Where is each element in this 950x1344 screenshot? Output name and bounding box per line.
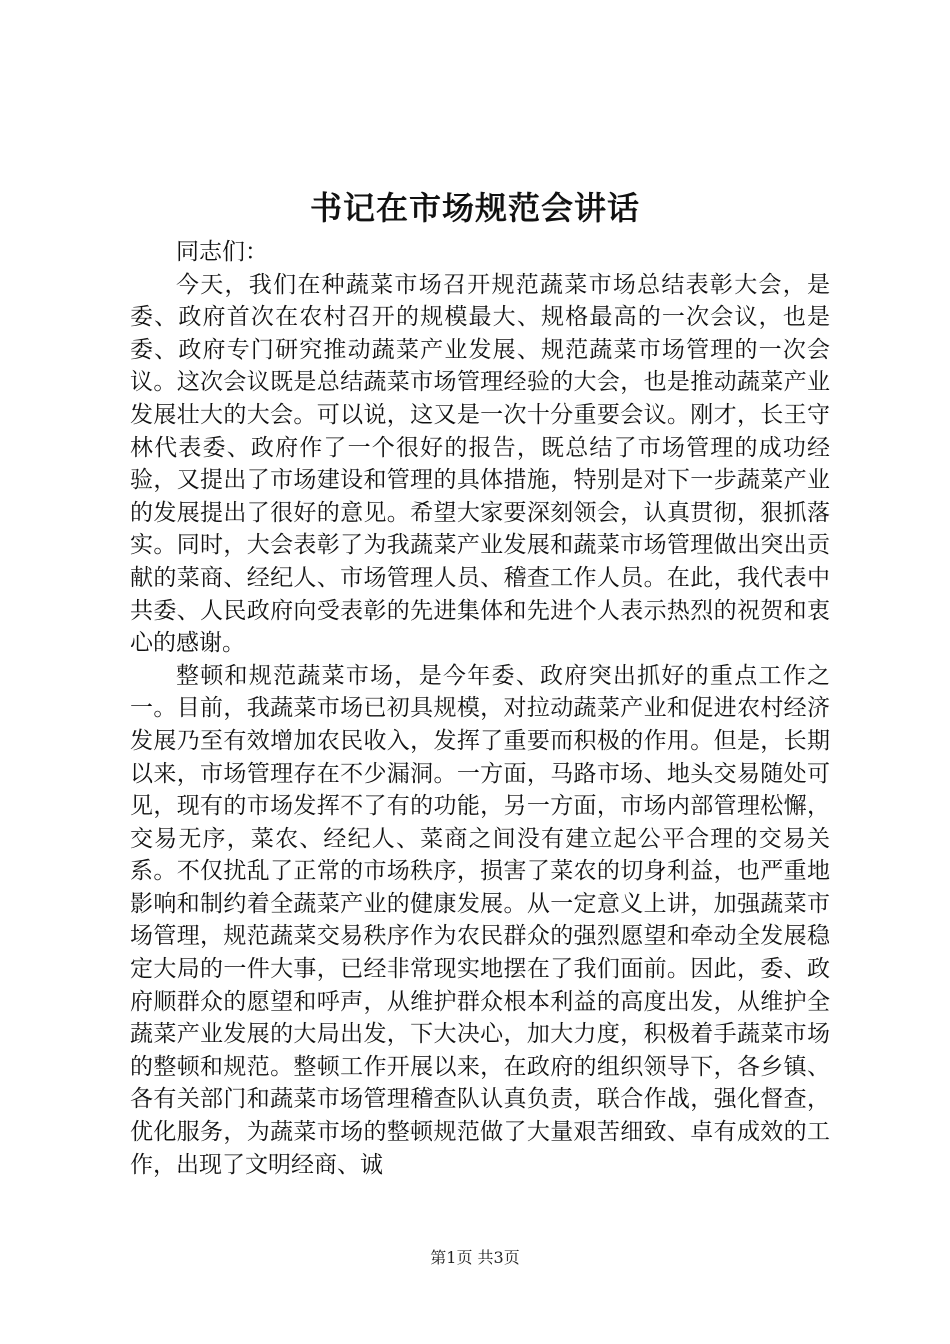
paragraph-1: 今天，我们在种蔬菜市场召开规范蔬菜市场总结表彰大会，是委、政府首次在农村召开的规模最大、规格最高的一次会议，也是委、政府专门研究推动蔬菜产业发展、规范蔬菜市场管理的一次会议。这次会议既是总结蔬菜市场管理经验的大会，也是推动蔬菜产业发展壮大的大会。可以说，这又是一次十分重要会议。刚才，长王守林代表委、政府作了一个很好的报告，既总结了市场管理的成功经验，又提出了市场建设和管理的具体措施，特别是对下一步蔬菜产业的发展提出了很好的意见。希望大家要深刻领会，认真贯彻，狠抓落实。同时，大会表彰了为我蔬菜产业发展和蔬菜市场管理做出突出贡献的菜商、经纪人、市场管理人员、稽查工作人员。在此，我代表中共委、人民政府向受表彰的先进集体和先进个人表示热烈的祝贺和衷心的感谢。 xyxy=(130,271,830,657)
page-footer: 第1页 共3页 xyxy=(430,1248,520,1267)
paragraph-2: 整顿和规范蔬菜市场，是今年委、政府突出抓好的重点工作之一。目前，我蔬菜市场已初具规模，对拉动蔬菜产业和促进农村经济发展乃至有效增加农民收入，发挥了重要而积极的作用。但是，长期以来，市场管理存在不少漏洞。一方面，马路市场、地头交易随处可见，现有的市场发挥不了有的功能，另一方面，市场内部管理松懈，交易无序，菜农、经纪人、菜商之间没有建立起公平合理的交易关系。不仅扰乱了正常的市场秩序，损害了菜农的切身利益，也严重地影响和制约着全蔬菜产业的健康发展。从一定意义上讲，加强蔬菜市场管理，规范蔬菜交易秩序作为农民群众的强烈愿望和牵动全发展稳定大局的一件大事，已经非常现实地摆在了我们面前。因此，委、政府顺群众的愿望和呼声，从维护群众根本利益的高度出发，从维护全蔬菜产业发展的大局出发，下大决心，加大力度，积极着手蔬菜市场的整顿和规范。整顿工作开展以来，在政府的组织领导下，各乡镇、各有关部门和蔬菜市场管理稽查队认真负责，联合作战，强化督查，优化服务，为蔬菜市场的整顿规范做了大量艰苦细致、卓有成效的工作，出现了文明经商、诚 xyxy=(130,662,830,1178)
document-title: 书记在市场规范会讲话 xyxy=(309,189,640,227)
salutation: 同志们： xyxy=(176,239,268,265)
document-body xyxy=(130,236,830,1181)
